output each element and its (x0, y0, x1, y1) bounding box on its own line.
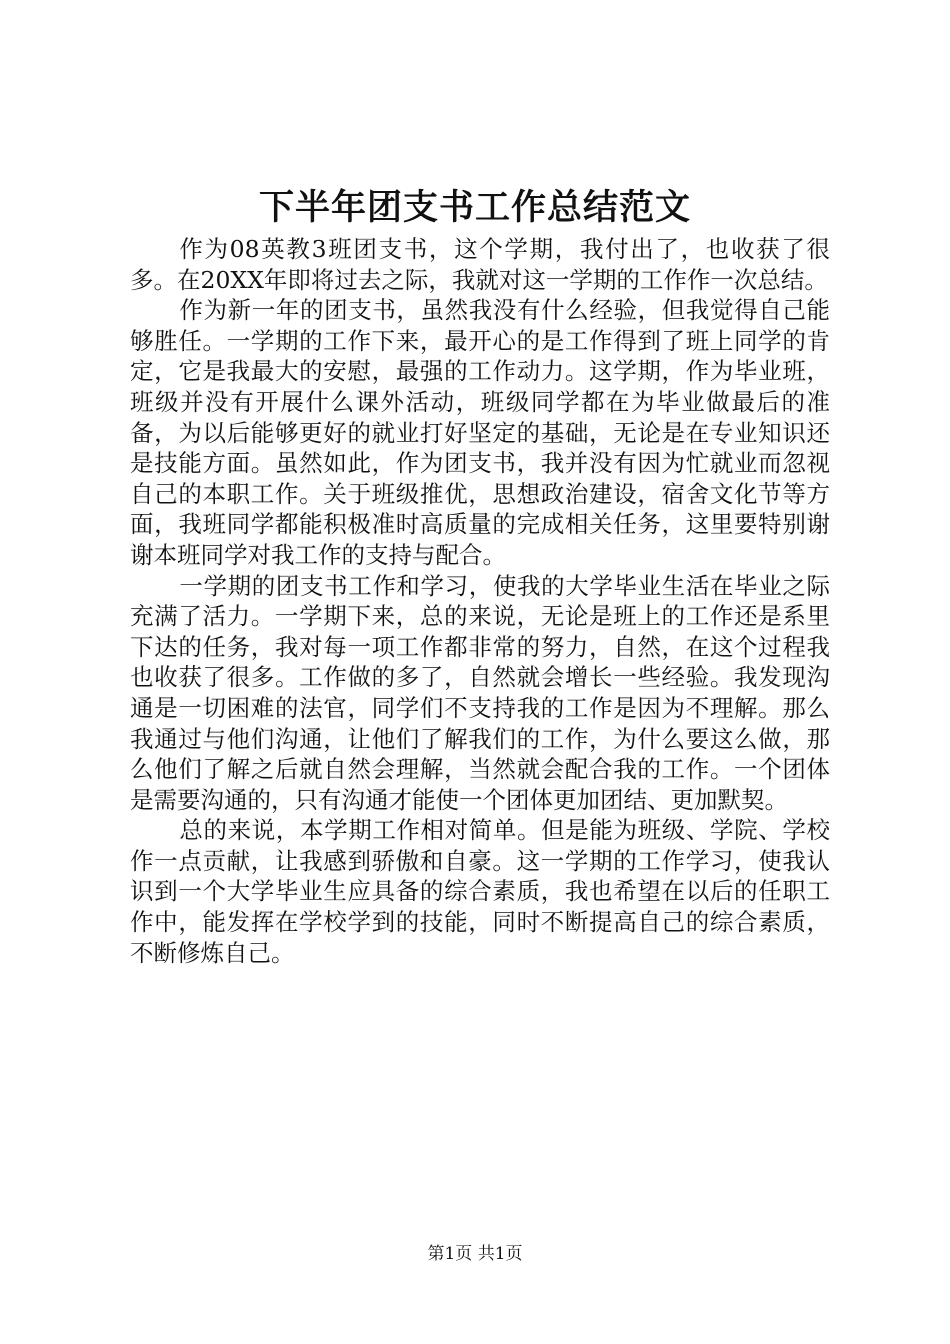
paragraph-2: 作为新一年的团支书，虽然我没有什么经验，但我觉得自己能够胜任。一学期的工作下来，最开心的是工作得到了班上同学的肯定，它是我最大的安慰，最强的工作动力。这学期，作为毕业班，班级并没有开展什么课外活动，班级同学都在为毕业做最后的准备，为以后能够更好的就业打好坚定的基础，无论是在专业知识还是技能方面。虽然如此，作为团支书，我并没有因为忙就业而忽视自己的本职工作。关于班级推优，思想政治建设，宿舍文化节等方面，我班同学都能积极准时高质量的完成相关任务，这里要特别谢谢本班同学对我工作的支持与配合。 (130, 296, 830, 569)
paragraph-3: 一学期的团支书工作和学习，使我的大学毕业生活在毕业之际充满了活力。一学期下来，总的来说，无论是班上的工作还是系里下达的任务，我对每一项工作都非常的努力，自然，在这个过程我也收获了很多。工作做的多了，自然就会增长一些经验。我发现沟通是一切困难的法官，同学们不支持我的工作是因为不理解。那么我通过与他们沟通，让他们了解我们的工作，为什么要这么做，那么他们了解之后就自然会理解，当然就会配合我的工作。一个团体是需要沟通的，只有沟通才能使一个团体更加团结、更加默契。 (130, 571, 830, 814)
document-title: 下半年团支书工作总结范文 (258, 187, 691, 228)
paragraph-4: 总的来说，本学期工作相对简单。但是能为班级、学院、学校作一点贡献，让我感到骄傲和自豪。这一学期的工作学习，使我认识到一个大学毕业生应具备的综合素质，我也希望在以后的任职工作中，能发挥在学校学到的技能，同时不断提高自己的综合素质，不断修炼自己。 (130, 816, 830, 967)
page-footer: 第1页 共1页 (427, 1244, 523, 1264)
paragraph-1: 作为08英教3班团支书，这个学期，我付出了，也收获了很多。在20XX年即将过去之际，我就对这一学期的工作作一次总结。 (130, 235, 830, 294)
document-body (130, 234, 830, 968)
